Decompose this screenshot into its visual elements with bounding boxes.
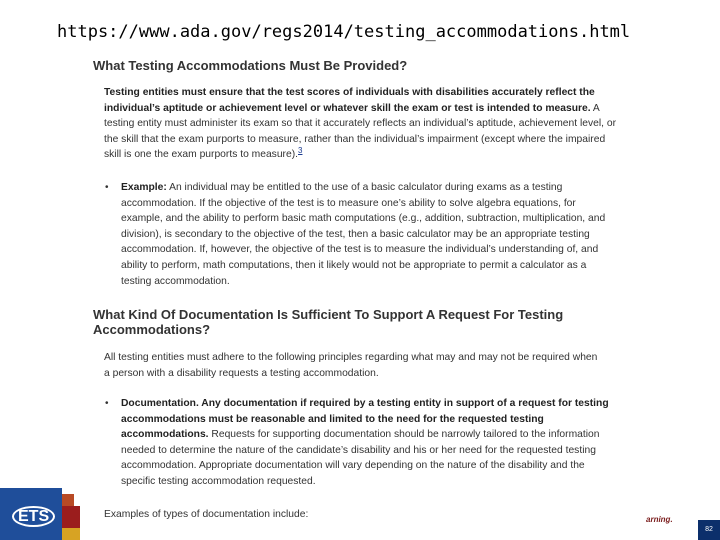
- documentation-text: Requests for supporting documentation should be narrowly tailored to the information needed to determine the nature of the candidate’s disability and his or her need for the requested testing accommodation. Appropriate documentation will vary depending on the nature of the disability and the specific testing accommodation requested.: [121, 429, 600, 487]
- bullet-dot-icon: •: [105, 398, 109, 409]
- section-heading-accommodations: What Testing Accommodations Must Be Provided?: [93, 58, 408, 73]
- example-text-2: If, however, the objective of the test is to measure the individual’s understanding of, and ability to perform, math computations, then it likely would not be appropriate to permit a calculator as a testing accommodation.: [121, 244, 599, 287]
- ets-logo: [0, 488, 80, 540]
- intro-bold-text: Testing entities must ensure that the test scores of individuals with disabilities accurately reflect the individual’s aptitude or achievement level or whatever skill the exam or test is intended to measure.: [104, 87, 595, 114]
- documentation-bold-text: Documentation. Any documentation if required by a testing entity in support of a request for testing accommodations must be reasonable and limited to the need for the requested testing accommodations.: [121, 398, 609, 441]
- documentation-examples: Examples of types of documentation include:: [104, 509, 309, 520]
- footnote-link[interactable]: 3: [298, 146, 303, 156]
- section-heading-documentation: What Kind Of Documentation Is Sufficient To Support A Request For Testing Accommodations?: [93, 307, 564, 337]
- source-url: https://www.ada.gov/regs2014/testing_accommodations.html: [57, 22, 631, 42]
- example-label: Example:: [121, 182, 167, 193]
- documentation-bullet: [105, 396, 621, 490]
- documentation-intro: All testing entities must adhere to the following principles regarding what may and may not be required when a person with a disability requests a testing accommodation.: [104, 352, 598, 379]
- example-bullet: [105, 180, 616, 289]
- logo-accent-gold: [62, 528, 80, 540]
- intro-rest-text: A testing entity must administer its exam so that it accurately reflects an individual’s aptitude, achievement level, or the skill that the exam purports to measure, rather than the individual’s impairment (except where the impaired skill is one the exam purports to measure).: [104, 102, 617, 161]
- logo-blue-block: [0, 488, 62, 540]
- example-text-1: An individual may be entitled to the use of a basic calculator during exams as a testing accommodation. If the objective of the test is to measure one’s ability to solve algebra equations, for example, and the ability to perform basic math computations (e.g., addition, subtraction, multiplication, and division), is secondary to the objective of the test, then a basic calculator may be an appropriate testing accommodation.: [121, 182, 606, 256]
- tagline-fragment: arning.: [646, 515, 673, 524]
- logo-accent-red: [60, 506, 80, 528]
- bullet-dot-icon: •: [105, 182, 109, 193]
- page-number: 82: [698, 520, 720, 540]
- ets-logo-text: ETS: [12, 506, 55, 527]
- accommodations-intro: [104, 85, 624, 163]
